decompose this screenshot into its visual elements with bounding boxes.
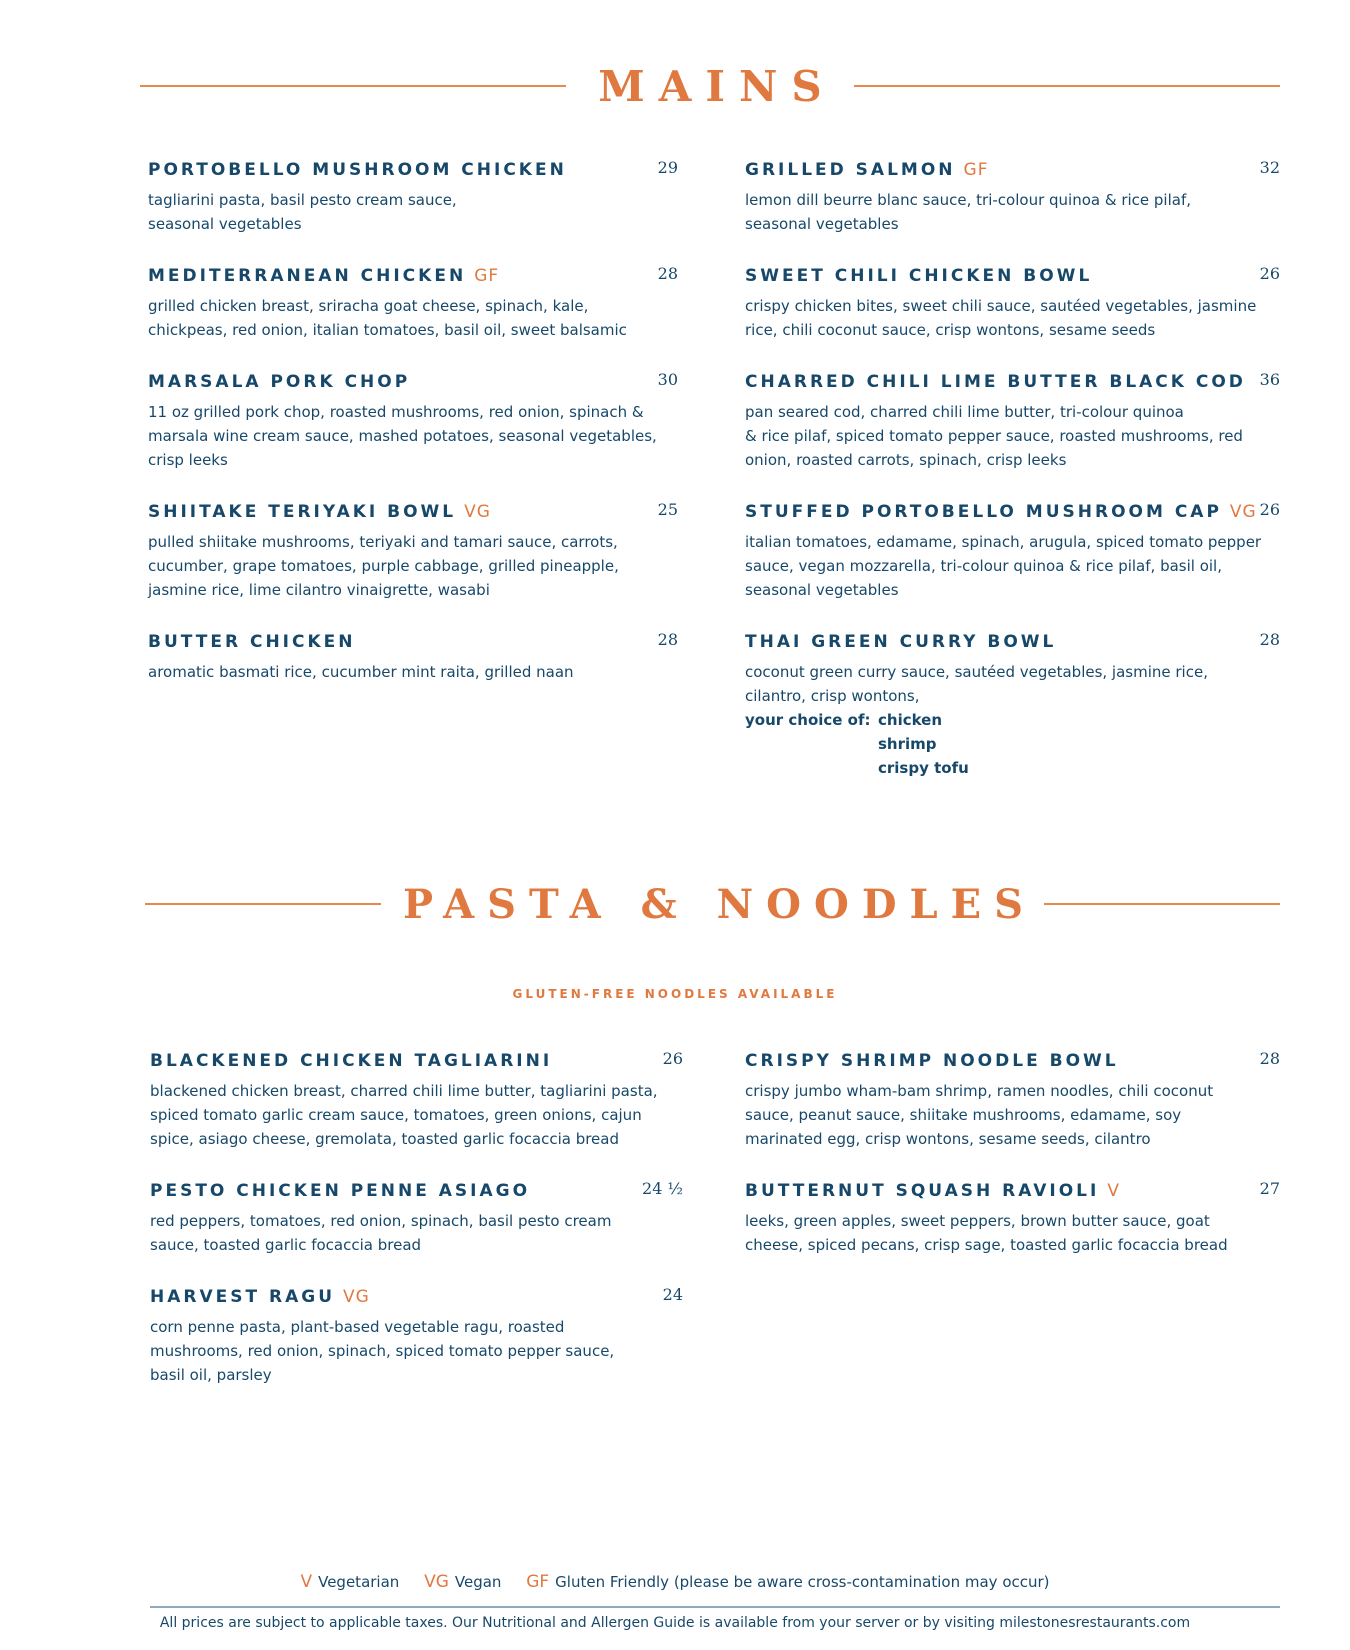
divider — [1044, 903, 1280, 905]
item-price: 28 — [1259, 630, 1280, 649]
item-description: tagliarini pasta, basil pesto cream sauce, seasonal vegetables — [148, 191, 457, 233]
item-name — [745, 502, 1257, 522]
item-name-text: CRISPY SHRIMP NOODLE BOWL — [745, 1051, 1119, 1071]
section-title-pasta: PASTA & NOODLES — [402, 880, 1037, 928]
gluten-free-note: GLUTEN-FREE NOODLES AVAILABLE — [512, 987, 838, 1001]
menu-item — [150, 1051, 683, 1151]
item-name — [745, 160, 988, 180]
item-description: crispy jumbo wham-bam shrimp, ramen noodles, chili coconut sauce, peanut sauce, shiitake mushrooms, edamame, soy marinated egg, crisp wontons, sesame seeds, cilantro — [745, 1082, 1214, 1148]
legend-vg-label: Vegan — [454, 1573, 502, 1591]
dietary-legend — [0, 1572, 1350, 1592]
item-name-text: BUTTER CHICKEN — [148, 632, 356, 652]
item-name-text: MEDITERRANEAN CHICKEN — [148, 266, 467, 286]
legend-note: (please be aware cross-contamination may occur) — [673, 1573, 1050, 1591]
menu-item — [745, 1181, 1280, 1257]
item-price: 28 — [657, 630, 678, 649]
menu-item — [148, 372, 678, 472]
item-price: 24 ½ — [642, 1179, 683, 1198]
legend-vg-code: VG — [424, 1572, 449, 1592]
item-description: pulled shiitake mushrooms, teriyaki and tamari sauce, carrots, cucumber, grape tomatoes, purple cabbage, grilled pineapple, jasmine rice, lime cilantro vinaigrette, wasabi — [148, 533, 619, 599]
item-price: 30 — [657, 370, 678, 389]
dietary-tag: GF — [474, 266, 500, 286]
pasta-header — [145, 880, 1280, 928]
dietary-tag: VG — [464, 502, 491, 522]
item-name — [150, 1287, 370, 1307]
item-price: 24 — [662, 1285, 683, 1304]
legend-gf-code: GF — [526, 1572, 550, 1592]
menu-item — [148, 160, 678, 236]
item-name-text: THAI GREEN CURRY BOWL — [745, 632, 1057, 652]
footer-disclaimer: All prices are subject to applicable taxes. Our Nutritional and Allergen Guide is available from your server or by visiting milestonesrestaurants.com — [159, 1615, 1191, 1631]
divider — [145, 903, 381, 905]
item-price: 26 — [1259, 264, 1280, 283]
menu-item — [745, 632, 1280, 780]
dietary-tag: VG — [1229, 502, 1257, 522]
item-description: italian tomatoes, edamame, spinach, arugula, spiced tomato pepper sauce, vegan mozzarella, tri-colour quinoa & rice pilaf, basil oil, seasonal vegetables — [745, 533, 1262, 599]
section-title-mains: MAINS — [598, 61, 836, 111]
item-description: aromatic basmati rice, cucumber mint raita, grilled naan — [148, 663, 574, 681]
menu-item — [150, 1181, 683, 1257]
item-name-text: HARVEST RAGU — [150, 1287, 336, 1307]
item-name — [150, 1181, 530, 1201]
item-name — [148, 160, 567, 180]
divider — [854, 85, 1280, 87]
choice-label: your choice of: — [745, 711, 871, 729]
legend-v-label: Vegetarian — [318, 1573, 400, 1591]
item-description: red peppers, tomatoes, red onion, spinach, basil pesto cream sauce, toasted garlic focaccia bread — [150, 1212, 612, 1254]
dietary-tag: V — [1107, 1181, 1120, 1201]
item-name — [745, 1051, 1119, 1071]
item-description: pan seared cod, charred chili lime butter, tri-colour quinoa & rice pilaf, spiced tomato pepper sauce, roasted mushrooms, red onion, roasted carrots, spinach, crisp leeks — [745, 403, 1243, 469]
item-price: 28 — [1259, 1049, 1280, 1068]
divider — [140, 85, 566, 87]
item-description: grilled chicken breast, sriracha goat cheese, spinach, kale, chickpeas, red onion, italian tomatoes, basil oil, sweet balsamic — [148, 297, 627, 339]
item-price: 26 — [1259, 500, 1280, 519]
menu-item — [745, 1051, 1280, 1151]
menu-item — [745, 266, 1280, 342]
item-price: 28 — [657, 264, 678, 283]
item-name — [148, 502, 491, 522]
choice-option: crispy tofu — [878, 759, 969, 777]
item-name-text: STUFFED PORTOBELLO MUSHROOM CAP — [745, 502, 1222, 522]
item-name — [745, 632, 1056, 652]
item-name-text: CHARRED CHILI LIME BUTTER BLACK COD — [745, 372, 1246, 392]
legend-v-code: V — [300, 1572, 313, 1592]
menu-item — [148, 502, 678, 602]
choice-option: chicken — [878, 711, 943, 729]
menu-item — [745, 502, 1280, 602]
item-name-text: SHIITAKE TERIYAKI BOWL — [148, 502, 457, 522]
choice-block — [745, 708, 1280, 780]
item-price: 26 — [662, 1049, 683, 1068]
mains-header — [140, 62, 1280, 110]
item-description: crispy chicken bites, sweet chili sauce, sautéed vegetables, jasmine rice, chili coconut sauce, crisp wontons, sesame seeds — [745, 297, 1257, 339]
item-name — [745, 1181, 1120, 1201]
item-price: 29 — [657, 158, 678, 177]
item-price: 32 — [1259, 158, 1280, 177]
item-name — [148, 632, 355, 652]
dietary-tag: GF — [963, 160, 989, 180]
item-description: leeks, green apples, sweet peppers, brown butter sauce, goat cheese, spiced pecans, crisp sage, toasted garlic focaccia bread — [745, 1212, 1228, 1254]
legend-gf-label: Gluten Friendly — [555, 1573, 670, 1591]
item-price: 36 — [1259, 370, 1280, 389]
menu-item — [148, 266, 678, 342]
item-name — [150, 1051, 552, 1071]
item-description: blackened chicken breast, charred chili lime butter, tagliarini pasta, spiced tomato garlic cream sauce, tomatoes, green onions, cajun spice, asiago cheese, gremolata, toasted garlic focaccia bread — [150, 1082, 658, 1148]
item-name-text: GRILLED SALMON — [745, 160, 956, 180]
item-name — [745, 372, 1246, 392]
item-price: 27 — [1259, 1179, 1280, 1198]
item-name-text: SWEET CHILI CHICKEN BOWL — [745, 266, 1093, 286]
dietary-tag: VG — [343, 1287, 370, 1307]
item-description: 11 oz grilled pork chop, roasted mushrooms, red onion, spinach & marsala wine cream sauce, mashed potatoes, seasonal vegetables, crisp leeks — [148, 403, 657, 469]
item-description: corn penne pasta, plant-based vegetable ragu, roasted mushrooms, red onion, spinach, spiced tomato pepper sauce, basil oil, parsley — [150, 1318, 615, 1384]
item-name-text: BUTTERNUT SQUASH RAVIOLI — [745, 1181, 1100, 1201]
item-name — [745, 266, 1092, 286]
footer-divider — [150, 1606, 1280, 1608]
item-description: lemon dill beurre blanc sauce, tri-colour quinoa & rice pilaf, seasonal vegetables — [745, 191, 1191, 233]
menu-item — [148, 632, 678, 684]
item-name-text: PESTO CHICKEN PENNE ASIAGO — [150, 1181, 531, 1201]
menu-item — [150, 1287, 683, 1387]
item-name — [148, 372, 410, 392]
item-name-text: BLACKENED CHICKEN TAGLIARINI — [150, 1051, 553, 1071]
choice-option: shrimp — [878, 735, 937, 753]
item-name-text: MARSALA PORK CHOP — [148, 372, 411, 392]
item-price: 25 — [657, 500, 678, 519]
menu-item — [745, 160, 1280, 236]
menu-item — [745, 372, 1280, 472]
item-name — [148, 266, 499, 286]
item-name-text: PORTOBELLO MUSHROOM CHICKEN — [148, 160, 567, 180]
item-description: coconut green curry sauce, sautéed vegetables, jasmine rice, cilantro, crisp wontons, — [745, 663, 1208, 705]
